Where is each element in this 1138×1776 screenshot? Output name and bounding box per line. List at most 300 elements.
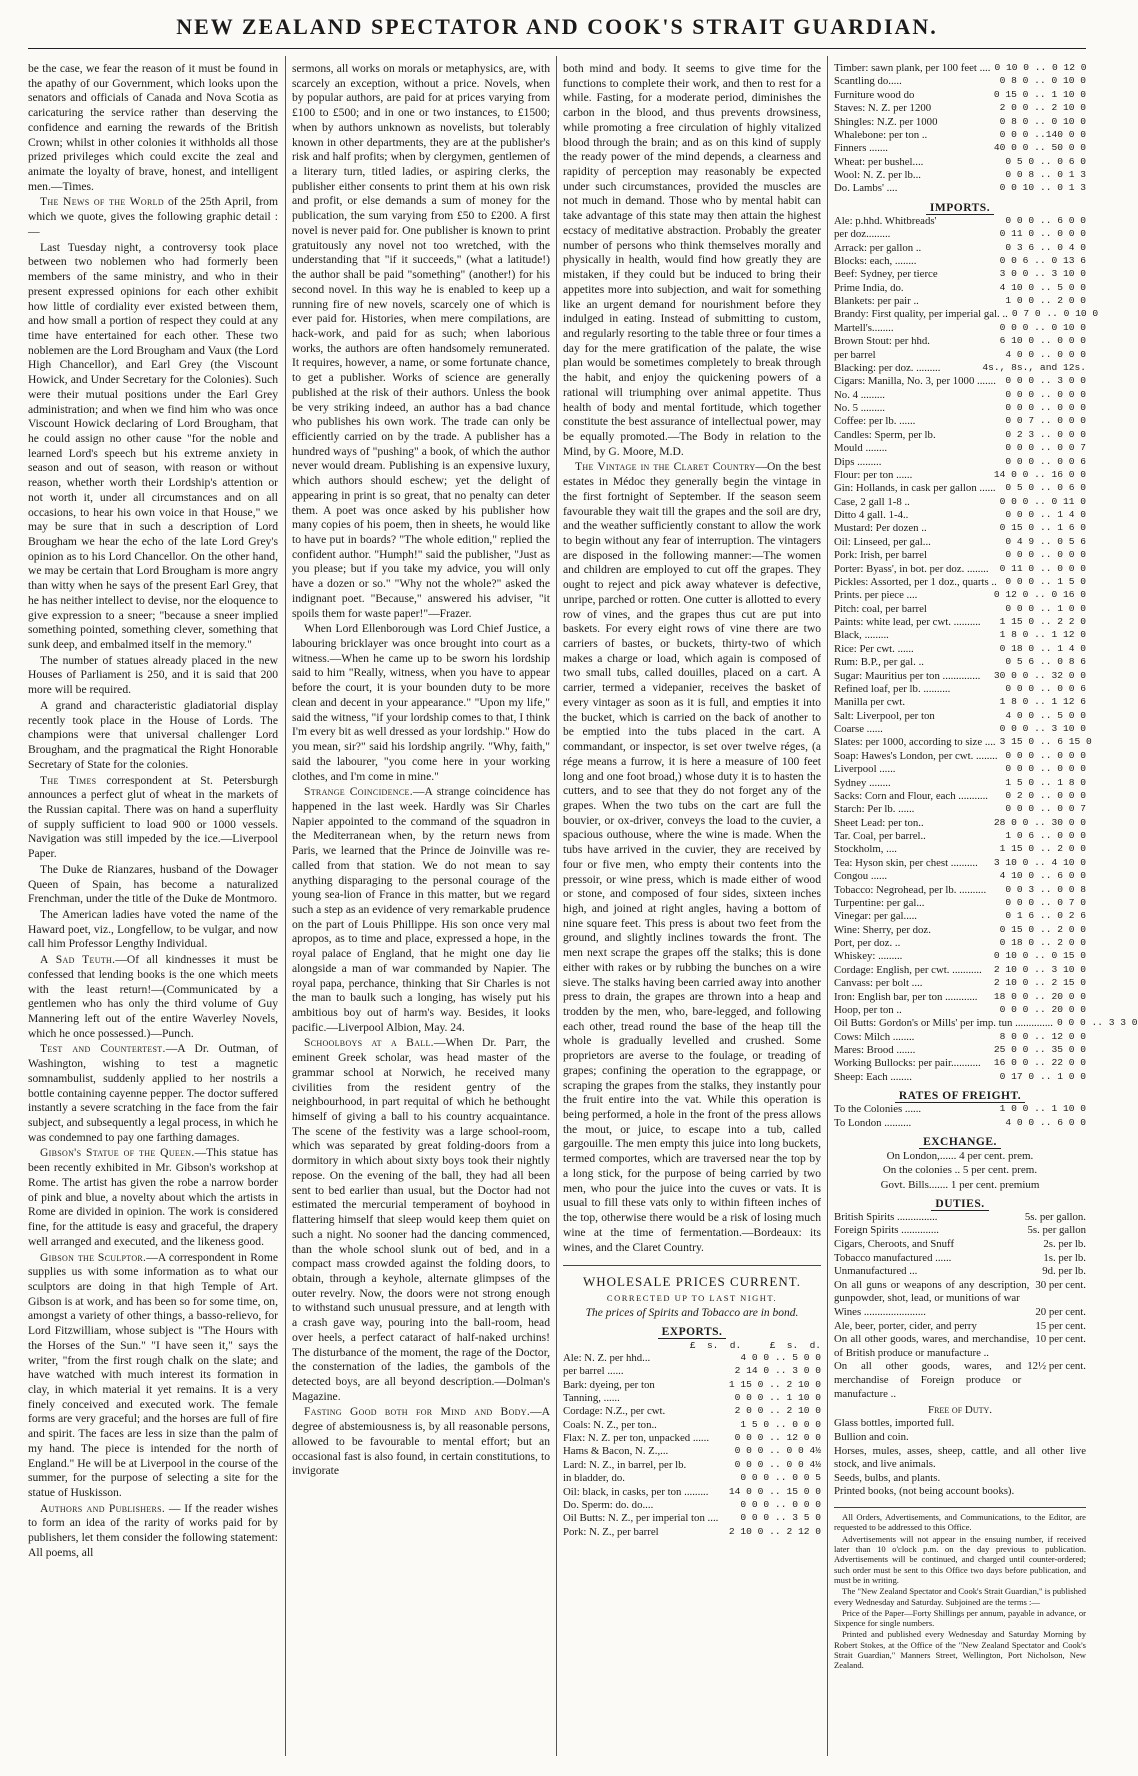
price-item: Tar. Coal, per barrel.. — [834, 830, 926, 843]
price-value: 3 15 0 .. 6 15 0 — [999, 736, 1092, 748]
price-value: 6 10 0 .. 0 0 0 — [999, 335, 1086, 347]
duty-rate: 1s. per lb. — [1043, 1251, 1086, 1264]
price-item: Brown Stout: per hhd. — [834, 335, 930, 348]
price-value: 2 10 0 .. 2 12 0 — [728, 1525, 821, 1537]
price-row — [834, 897, 1086, 910]
article-text: be the case, we fear the reason of it must be found in the apathy of our Government, which looks upon the senators and officials of Canada and Nova Scotia as caricaturing the service rather than deserving the confidence and earning the rewards of the British Crown; whilst in other colonies it withholds all those prized privileges which could excite the zeal and animate the loyalty of brave, honest, and intelligent men.—Times. — [28, 62, 278, 193]
article-text: The number of statues already placed in the new Houses of Parliament is 250, and it is said that 200 more will be required. — [28, 653, 278, 697]
price-item: Blacking: per doz. ......... — [834, 361, 941, 374]
column-2 — [292, 62, 550, 1752]
price-item: Flour: per ton ...... — [834, 468, 913, 481]
price-value: 0 0 0 .. 1 4 0 — [1005, 509, 1086, 521]
price-value: 0 0 0 .. 0 0 4½ — [734, 1458, 821, 1470]
price-row — [834, 509, 1086, 522]
price-row — [834, 1031, 1086, 1044]
price-value: 0 18 0 .. 1 4 0 — [999, 642, 1086, 654]
price-item: Lard: N. Z., in barrel, per lb. — [563, 1458, 687, 1471]
article-text: The Duke de Rianzares, husband of the Dowager Queen of Spain, has become a naturalized Frenchman, under the title of the Duke de Montmoro. — [28, 862, 278, 906]
price-row — [834, 456, 1086, 469]
price-value: 16 0 0 .. 22 0 0 — [993, 1057, 1086, 1069]
price-value: 0 0 0 .. 3 5 0 — [740, 1512, 821, 1524]
article-text: of the 25th April, from which we quote, gives the following graphic detail :— — [28, 195, 278, 238]
price-value: 1 0 0 .. 2 0 0 — [1005, 295, 1086, 307]
price-item: Rice: Per cwt. ...... — [834, 642, 914, 655]
price-value: 1 15 0 .. 2 0 0 — [999, 843, 1086, 855]
duty-item: Cigars, Cheroots, and Snuff — [834, 1238, 955, 1251]
price-item: Flax: N. Z. per ton, unpacked ...... — [563, 1432, 710, 1444]
price-value: 40 0 0 .. 50 0 0 — [993, 142, 1086, 154]
price-row — [834, 696, 1086, 709]
price-value: 0 0 10 .. 0 1 3 — [999, 182, 1086, 194]
price-row — [834, 169, 1086, 182]
price-item: Oil: black, in casks, per ton ......... — [563, 1485, 709, 1498]
price-item: Oil: Linseed, per gal... — [834, 535, 931, 548]
article-text: —A correspondent in Rome supplies us with some information as to what our sculptors are doing in that high Temple of Art. Gibson is at work, and has been so for some time, on, amongst a variety of other things, a basso-relievo, for Lord Fitzwilliam, whose subject is "The Hours with the Horses of the Sun." "I have seen it," says the writer, "from the first rough chalk on the slate; and have watched with much interest its formation in clay, in which material it yet remains. It is a very finely conceived and executed work. The female forms are very graceful; and the horses are full of fire and spirit. The faces are less in size than the palm of my hand. The piece is intended for the north of England." He will be at Liverpool in the course of the summer, for the purpose of selecting a site for the statue of Huskisson. — [28, 1250, 278, 1499]
price-value: 25 0 0 .. 35 0 0 — [993, 1044, 1086, 1056]
price-item: Blocks: each, ........ — [834, 254, 917, 267]
price-value: 0 8 0 .. 0 10 0 — [999, 75, 1086, 87]
price-item: Paints: white lead, per cwt. .......... — [834, 616, 981, 629]
duty-row — [834, 1360, 1086, 1401]
price-item: Tea: Hyson skin, per chest .......... — [834, 856, 978, 869]
price-value: 0 11 0 .. 0 0 0 — [999, 228, 1086, 240]
article-headline: Authors and Publishers. — [40, 1501, 166, 1515]
price-item: per barrel ...... — [563, 1365, 624, 1378]
article-paragraph — [28, 1146, 278, 1249]
price-value: 0 0 0 .. 1 10 0 — [734, 1391, 821, 1403]
exports-list — [563, 1352, 821, 1539]
price-item: Do. Lambs' .... — [834, 182, 898, 195]
article-paragraph — [292, 785, 550, 1035]
notice-paragraph: The "New Zealand Spectator and Cook's Strait Guardian," is published every Wednesday and Saturday. Subjoined are the terms :— — [834, 1586, 1086, 1607]
price-row — [834, 482, 1086, 495]
price-item: No. 5 ......... — [834, 402, 885, 415]
price-value: 0 12 0 .. 0 16 0 — [993, 589, 1086, 601]
price-item: To the Colonies ...... — [834, 1103, 922, 1116]
price-row — [834, 268, 1086, 281]
duty-item: On all other goods, wares, and merchandise, of British produce or manufacture .. — [834, 1333, 1030, 1359]
duty-row — [834, 1279, 1086, 1306]
price-item: Congou ...... — [834, 870, 888, 883]
price-row — [563, 1512, 821, 1525]
price-value: 0 0 7 .. 0 0 0 — [1005, 415, 1086, 427]
price-row — [834, 964, 1086, 977]
price-item: Hoop, per ton .. — [834, 1003, 902, 1016]
article-text: —A degree of abstemiousness is, by all reasonable persons, allowed to be favourable to mental effort; but an occasional fast is also found, in certain constitutions, to invigorate — [292, 1405, 550, 1478]
price-item: Do. Sperm: do. do.... — [563, 1498, 654, 1511]
price-row — [834, 142, 1086, 155]
price-value: 0 0 0 .. 0 0 0 — [1005, 749, 1086, 761]
column-rule — [285, 56, 286, 1756]
price-item: Blankets: per pair .. — [834, 295, 919, 308]
price-row — [834, 75, 1086, 88]
article-paragraph — [563, 62, 821, 459]
article-text: The American ladies have voted the name of the Haward poet, viz., Longfellow, to be vulgar, and now call him Professor Lengthy Individual. — [28, 907, 278, 951]
duty-row — [834, 1320, 1086, 1334]
free-item: Bullion and coin. — [834, 1431, 909, 1444]
price-row — [834, 522, 1086, 535]
price-value: 14 0 0 .. 16 0 0 — [993, 468, 1086, 480]
article-paragraph — [28, 908, 278, 952]
prices-note: The prices of Spirits and Tobacco are in bond. — [585, 1306, 799, 1319]
price-row — [834, 803, 1086, 816]
price-value: 0 0 0 .. 0 0 0 — [1005, 763, 1086, 775]
price-item: Turpentine: per gal... — [834, 896, 925, 909]
price-item: Slates: per 1000, according to size .... — [834, 736, 996, 749]
price-row — [834, 616, 1086, 629]
timber-prices — [834, 62, 1086, 196]
price-item: Sheep: Each ........ — [834, 1070, 912, 1083]
price-row — [834, 1103, 1086, 1116]
price-row — [834, 643, 1086, 656]
price-row — [834, 683, 1086, 696]
free-item: Seeds, bulbs, and plants. — [834, 1471, 941, 1484]
article-headline: The News of the World — [40, 195, 164, 209]
price-row — [563, 1352, 821, 1365]
article-paragraph — [292, 1405, 550, 1479]
price-row — [834, 182, 1086, 195]
price-item: Oil Butts: N. Z., per imperial ton .... — [563, 1512, 719, 1525]
price-item: Timber: sawn plank, per 100 feet .... — [834, 62, 991, 74]
article-headline: A Sad Teuth. — [40, 953, 116, 967]
price-row — [834, 102, 1086, 115]
price-row — [834, 349, 1086, 362]
price-item: Whiskey: ......... — [834, 950, 903, 963]
price-item: To London .......... — [834, 1116, 912, 1129]
price-row — [563, 1499, 821, 1512]
price-item: Soap: Hawes's London, per cwt. ........ — [834, 749, 998, 762]
price-row — [834, 1117, 1086, 1130]
price-value: 0 17 0 .. 1 0 0 — [999, 1070, 1086, 1082]
price-value: 0 0 0 .. 0 0 7 — [1005, 442, 1086, 454]
price-item: Brandy: First quality, per imperial gal. .. — [834, 308, 1008, 321]
price-value: 28 0 0 .. 30 0 0 — [993, 816, 1086, 828]
duty-item: On all other goods, wares, and merchandise of Foreign produce or manufacture .. — [834, 1360, 1022, 1400]
price-row — [563, 1459, 821, 1472]
price-item: No. 4 ......... — [834, 388, 885, 401]
price-row — [834, 469, 1086, 482]
price-item: Pork: N. Z., per barrel — [563, 1525, 659, 1538]
price-item: Rum: B.P., per gal. .. — [834, 656, 924, 669]
price-item: Bark: dyeing, per ton — [563, 1378, 655, 1391]
price-item: Furniture wood do — [834, 88, 915, 101]
price-row — [834, 950, 1086, 963]
price-item: Manilla per cwt. — [834, 696, 906, 709]
price-value: 0 0 0 .. 0 0 0 — [1005, 388, 1086, 400]
price-item: Candles: Sperm, per lb. — [834, 428, 936, 441]
price-item: Shingles: N.Z. per 1000 — [834, 115, 938, 128]
price-item: Starch: Per lb. ...... — [834, 803, 915, 816]
price-value: 0 0 3 .. 0 0 8 — [1005, 883, 1086, 895]
price-row — [834, 589, 1086, 602]
notice-paragraph: Printed and published every Wednesday and Saturday Morning by Robert Stokes, at the Office of the "New Zealand Spectator and Cook's Strait Guardian," Manners Street, Wellington, Port Nicholson, New Zealand. — [834, 1629, 1086, 1671]
price-row — [834, 924, 1086, 937]
price-value: 0 0 0 .. 0 0 7 — [1005, 803, 1086, 815]
price-value: 0 11 0 .. 0 0 0 — [999, 562, 1086, 574]
duty-rate: 2s. per lb. — [1043, 1238, 1086, 1251]
article-paragraph — [28, 699, 278, 773]
price-row — [834, 62, 1086, 75]
price-value: 0 0 0 .. 3 3 0 — [1056, 1017, 1138, 1029]
price-row — [834, 442, 1086, 455]
price-item: Gin: Hollands, in cask per gallon ...... — [834, 482, 996, 495]
article-text: both mind and body. It seems to give time for the functions to complete their work, and then to rest for a while. Fasting, for a moderate period, diminishes the carbon in the blood, and thus prevents drowsiness, while promoting a free circulation of highly vitalized blood through the brain; and as on this kind of supply the ready power of the mind depends, a clearness and rapidity of perception may reasonably be expected under such circumstances, provided the muscles are not much in demand. Those who by mental habit can take advantage of this state may then attain the highest ecstacy of meditative abstraction. Probably the greater number of persons who think themselves morally and physically in health, would find how greatly they are mistaken, if they could but be induced to bring their appetites more into subjection, and wait for something like an urgent demand for nourishment before they indulged in eating. Instead of submitting to custom, and regularly resorting to the table three or four times a day for the mere gratification of the palate, the wise plan would be sometimes completely to break through the habit, and enjoy the quickening powers of a rational will triumphing over animal appetite. Thus health of body and mental fortitude, which together constitute the best assurance of intellectual power, may be equally promoted.—The Body in relation to the Mind, by G. Moore, M.D. — [563, 62, 821, 458]
duty-rate: 30 per cent. — [1035, 1278, 1086, 1291]
price-row — [834, 536, 1086, 549]
price-value: 4 0 0 .. 0 0 0 — [1005, 348, 1086, 360]
price-value: 0 15 0 .. 2 0 0 — [999, 923, 1086, 935]
prices-subtitle: CORRECTED UP TO LAST NIGHT. — [606, 1292, 778, 1303]
price-item: Coffee: per lb. ...... — [834, 415, 916, 428]
prices-title: WHOLESALE PRICES CURRENT. — [583, 1274, 801, 1290]
price-value: 4 0 0 .. 6 0 0 — [1005, 1116, 1086, 1128]
notice-paragraph: All Orders, Advertisements, and Communications, to the Editor, are requested to be addressed to this Office. — [834, 1512, 1086, 1533]
currency-units: £ s. d. £ s. d. — [689, 1339, 821, 1351]
price-item: Oil Butts: Gordon's or Mills' per imp. tun .............. — [834, 1017, 1053, 1030]
price-value: 0 5 6 .. 0 8 6 — [1005, 656, 1086, 668]
price-row — [834, 549, 1086, 562]
article-paragraph — [28, 1502, 278, 1561]
notice-paragraph: Advertisements will not appear in the ensuing number, if received later than 10 o'clock p.m. on the day previous to publication. Advertisements will be continued, and charged until counter-ordered; such order must be sent to this Office two days before publication, and must be in writing. — [834, 1533, 1086, 1585]
price-item: Arrack: per gallon .. — [834, 241, 922, 254]
column-rule — [827, 56, 828, 1756]
article-text: —On the best estates in Médoc they generally begin the vintage in the first fortnight of September. If the season seem favourable they wait till the grapes and the soil are dry, and the weather sufficiently constant to allow the work to begin without any fear of interruption. The vintagers are disposed in the following manner:—The women and children are employed to cut off the grapes. They ought to reject and pick away whatever is defective, unripe, parched or rotten. One cutter is allotted to every row of vines, and the grapes thus cut are put into baskets. For every eight rows of vine there are two carriers of bastes, or buckets, thirty-two of which makes a charge or load, which again is composed of two small tubs, called douilles, placed on a cart. A carrier, termed a videpanier, receives the basket of every vintager as soon as it is full, and empties it into the bucket, which is carried on the back of another to be emptied into the tubs placed in the cart. A commandant, or inspector, is set over twelve réges, (a rége means a furrow, it is here a measure of 100 feet long and one foot broad,) whose duty it is to hasten the cutters, and to see that they do not forget any of the grapes. When the two tubs on the cart are full the bouvier, or ox-driver, conveys the load to the cuvier, a spacious outhouse, where the wine is made. When the tubs have arrived in the cuvier, they are received by four or five men, who empty their contents into the pressoir, or wine press, which is made either of wood or stone, and composed of four sides, sixteen inches high, and joined at right angles, having a bottom of nine square feet. This press is about two feet from the ground, and slightly inclines towards the front. The men next scrape the grapes off the stalks; this is done either with rakes or by rubbing the bunches on a wire sieve. The stalks having been carried away into another press to drain, the grapes are thrown into a heap and trodden by the men, who, bare-legged, and following each other, tread round the base of the heap till the whole is gradually levelled and crushed. Some proprietors are averse to the foulage, or treading of grapes; confining the operation to the egrappage, or scraping the grapes from the stalks, they instantly pour the fruit entire into the vat. While this operation is being performed, a hole in the front of the press allows the mout, or juice, to escape into a tub, called gargouille. The men empty this juice into long buckets, termed comportes, which are traversed near the top by a long stick, for the purpose of being carried by two men, who pour the juice into the cuves or vats. It is usual to fill these vats only to within fifteen inches of the top, otherwise there would be a risk of losing much wine at the time of fermentation.—Bordeaux: its wines, and the Claret Country. — [563, 460, 821, 1254]
price-value: 1 5 0 .. 0 0 0 — [740, 1418, 821, 1430]
price-row — [834, 736, 1092, 749]
exchange-rate: On London,...... 4 per cent. prem. — [886, 1149, 1034, 1162]
duty-item: British Spirits ............... — [834, 1210, 938, 1223]
price-row — [834, 242, 1086, 255]
price-item: in bladder, do. — [563, 1472, 625, 1485]
price-row — [834, 215, 1086, 228]
duty-item: Wines ....................... — [834, 1305, 926, 1318]
price-row — [834, 402, 1086, 415]
article-paragraph — [292, 622, 550, 784]
article-paragraph — [28, 195, 278, 239]
price-value: 1 0 6 .. 0 0 0 — [1005, 830, 1086, 842]
price-item: Stockholm, .... — [834, 843, 897, 856]
price-value: 14 0 0 .. 15 0 0 — [728, 1485, 821, 1497]
price-value: 0 0 0 .. 1 0 0 — [1005, 602, 1086, 614]
price-row — [834, 228, 1086, 241]
price-item: Finners ....... — [834, 142, 888, 155]
price-row — [834, 89, 1086, 102]
article-headline: Fasting Good both for Mind and Body. — [304, 1405, 531, 1419]
price-value: 0 0 0 .. 0 0 4½ — [734, 1445, 821, 1457]
price-row — [834, 763, 1086, 776]
price-item: Sacks: Corn and Flour, each ........... — [834, 789, 988, 802]
price-row — [834, 977, 1086, 990]
column-rule — [556, 56, 557, 1756]
article-headline: The Times — [40, 773, 97, 787]
price-row — [563, 1419, 821, 1432]
price-row — [834, 603, 1086, 616]
price-value: 2 14 0 .. 3 0 0 — [734, 1365, 821, 1377]
price-value: 18 0 0 .. 20 0 0 — [993, 990, 1086, 1002]
article-text: —A Dr. Outman, of Washington, wishing to test a magnetic somnambulist, suddenly applied to her nostrils a bottle containing cayenne pepper. The doctor suffered instantly a severe scratching in the face from the fair subject, and subsequently a legal process, in which he was condemned to pay one farthing damages. — [28, 1042, 279, 1144]
duty-row — [834, 1238, 1086, 1252]
price-row — [834, 991, 1086, 1004]
price-value: 0 0 0 .. 6 0 0 — [1005, 214, 1086, 226]
price-row — [834, 790, 1086, 803]
article-text: — If the reader wishes to form an idea of the rarity of works paid for by publishers, let them consider the following statement: All poems, all — [28, 1501, 278, 1559]
price-item: Sydney ........ — [834, 776, 891, 789]
price-value: 0 0 0 .. 0 0 0 — [1005, 549, 1086, 561]
imports-heading: IMPORTS. — [834, 201, 1086, 215]
publisher-notice — [834, 1507, 1086, 1671]
masthead-rule — [28, 48, 1086, 49]
price-row — [834, 308, 1099, 321]
price-row — [834, 295, 1086, 308]
price-value: 0 5 0 .. 0 6 0 — [1005, 482, 1086, 494]
notice-paragraph: Price of the Paper—Forty Shillings per annum, payable in advance, or Sixpence for single numbers. — [834, 1607, 1086, 1629]
price-value: 3 10 0 .. 4 10 0 — [993, 856, 1086, 868]
price-value: 0 15 0 .. 1 6 0 — [999, 522, 1086, 534]
exchange-rate: On the colonies .. 5 per cent. prem. — [882, 1164, 1038, 1177]
price-value: 0 0 0 .. 0 7 0 — [1005, 896, 1086, 908]
price-row — [563, 1365, 821, 1378]
price-value: 0 2 0 .. 0 0 0 — [1005, 789, 1086, 801]
price-row — [834, 817, 1086, 830]
price-item: Salt: Liverpool, per ton — [834, 709, 935, 722]
price-row — [563, 1526, 821, 1539]
price-item: Cordage: N.Z., per cwt. — [563, 1405, 666, 1418]
price-item: Coarse ...... — [834, 723, 883, 736]
price-value: 0 0 0 .. 0 0 0 — [740, 1498, 821, 1510]
price-item: Wine: Sherry, per doz. — [834, 923, 931, 936]
price-item: Martell's........ — [834, 321, 894, 334]
duty-row — [834, 1306, 1086, 1320]
price-value: 2 10 0 .. 2 15 0 — [993, 977, 1086, 989]
article-paragraph — [28, 62, 278, 194]
price-item: Pitch: coal, per barrel — [834, 602, 927, 615]
duties-heading: DUTIES. — [834, 1197, 1086, 1211]
price-item: Iron: English bar, per ton ............ — [834, 990, 978, 1003]
article-paragraph — [28, 654, 278, 698]
article-paragraph — [292, 62, 550, 621]
duty-rate: 5s. per gallon — [1027, 1224, 1086, 1237]
price-row — [834, 1004, 1086, 1017]
price-item: per barrel — [834, 348, 876, 361]
price-value: 0 0 8 .. 0 1 3 — [1005, 169, 1086, 180]
price-item: Mustard: Per dozen .. — [834, 522, 927, 535]
article-text: —When Dr. Parr, the eminent Greek scholar, was head master of the grammar school at Norwich, he received many civilities from the resident gentry of the neighbourhood, in part requital of which he bethought himself of giving a ball to his country acquaintance. The scene of the festivity was a large school-room, which was separated by great folding-doors from a dormitory in which about sixty boys took their nightly repose. On the evening of the ball, they had all been sent to bed earlier than usual, but the Doctor had not estimated the mercurial temperament of boyhood in flattering himself that sleep would keep them quiet on such a night. No sooner had the dancing commenced, than the whole school slunk out of bed, and in a compact mass crowded against the folding doors, to obtain, through a keyhole, alternate glimpses of the outer revelry. Now, the doors were not strong enough to withstand such unusual pressure, and at length with a crash gave way, pouring into the ball-room, head over heels, a perfect cataract of half-naked urchins! The disturbance of the moment, the rage of the Doctor, the consternation of the ladies, the gambols of the detected boys, are all beyond description.—Dolman's Magazine. — [292, 1036, 550, 1403]
price-value: 0 0 6 .. 0 13 6 — [999, 254, 1086, 266]
price-row — [834, 156, 1086, 169]
price-item: Liverpool ...... — [834, 763, 896, 776]
price-value: 30 0 0 .. 32 0 0 — [993, 669, 1086, 681]
price-item: Pickles: Assorted, per 1 doz., quarts .. — [834, 575, 997, 588]
free-item: Horses, mules, asses, sheep, cattle, and all other live stock, and live animals. — [834, 1444, 1086, 1471]
duty-rate: 10 per cent. — [1035, 1333, 1086, 1346]
price-item: Canvass: per bolt .... — [834, 977, 923, 990]
price-value: 4 0 0 .. 5 0 0 — [740, 1351, 821, 1363]
exchange-heading: EXCHANGE. — [834, 1135, 1086, 1149]
price-row — [834, 629, 1086, 642]
price-row — [563, 1445, 821, 1458]
article-text: When Lord Ellenborough was Lord Chief Justice, a labouring bricklayer was once brought into court as a witness.—When he came up to be sworn his lordship said to him "Really, witness, when you have to appear before the court, it is your bounden duty to be more clean and decent in your appearance." "Upon my life," said the witness, "if your lordship comes to that, I think I'm every bit as well dressed as your lordship." How do you mean, sir?" said his lordship angrily. "Why, faith," said the labourer, "you come here in your working clothes, and I'm come in mine." — [292, 622, 550, 783]
duties-list — [834, 1211, 1086, 1401]
price-row — [563, 1432, 821, 1445]
price-value: 4 10 0 .. 6 0 0 — [999, 870, 1086, 882]
price-item: Cows: Milch ........ — [834, 1030, 915, 1043]
price-value: 3 0 0 .. 3 10 0 — [999, 268, 1086, 280]
price-row — [834, 750, 1086, 763]
price-item: Beef: Sydney, per tierce — [834, 268, 938, 281]
price-item: Prime India, do. — [834, 281, 904, 294]
duty-item: Tobacco manufactured ...... — [834, 1251, 952, 1264]
price-item: Case, 2 gall 1-8 .. — [834, 495, 910, 508]
price-item: Dips ......... — [834, 455, 882, 468]
price-row — [834, 415, 1086, 428]
duty-item: Foreign Spirits .............. — [834, 1224, 939, 1237]
duty-rate: 5s. per gallon. — [1024, 1210, 1086, 1223]
price-item: Ale: N. Z. per hhd... — [563, 1351, 651, 1364]
article-paragraph — [28, 241, 278, 653]
price-row — [834, 777, 1086, 790]
price-item: Hams & Bacon, N. Z.,... — [563, 1445, 669, 1458]
price-item: Wheat: per bushel.... — [834, 155, 924, 168]
price-value: 0 0 0 .. 0 11 0 — [999, 495, 1086, 507]
price-value: 0 10 0 .. 0 12 0 — [994, 62, 1087, 73]
price-item: Cigars: Manilla, No. 3, per 1000 ....... — [834, 375, 996, 388]
duty-item: On all guns or weapons of any description, gunpowder, shot, lead, or munitions of war — [834, 1278, 1030, 1305]
duty-row — [834, 1211, 1086, 1225]
article-paragraph — [28, 953, 278, 1041]
price-item: Ditto 4 gall. 1-4.. — [834, 509, 909, 522]
duty-item: Ale, beer, porter, cider, and perry — [834, 1319, 977, 1332]
price-value: 2 0 0 .. 2 10 0 — [999, 102, 1086, 114]
freight-heading: RATES OF FREIGHT. — [834, 1089, 1086, 1103]
duty-row — [834, 1224, 1086, 1238]
price-value: 1 8 0 .. 1 12 6 — [999, 696, 1086, 708]
free-list — [834, 1417, 1086, 1499]
article-paragraph — [28, 1042, 278, 1145]
duty-rate: 20 per cent. — [1035, 1305, 1086, 1318]
price-value: 0 0 0 .. 0 0 5 — [740, 1472, 821, 1484]
price-row — [834, 563, 1086, 576]
price-row — [834, 116, 1086, 129]
free-item: Printed books, (not being account books). — [834, 1485, 1015, 1498]
price-value: 4 0 0 .. 5 0 0 — [1005, 709, 1086, 721]
price-row — [834, 282, 1086, 295]
imports-list — [834, 214, 1138, 1084]
price-row — [563, 1486, 821, 1499]
price-item: Coals: N. Z., per ton.. — [563, 1418, 657, 1431]
free-item: Glass bottles, imported full. — [834, 1417, 955, 1430]
price-row — [563, 1472, 821, 1485]
article-headline: Gibson's Statue of the Queen. — [40, 1146, 195, 1160]
price-row — [834, 656, 1086, 669]
price-row — [834, 870, 1086, 883]
price-item: Refined loaf, per lb. .......... — [834, 682, 951, 695]
price-item: per doz......... — [834, 228, 891, 241]
article-text: —A strange coincidence has happened in the last week. Hardly was Sir Charles Napier appointed to the command of the squadron in the Mediterranean when, by the return news from Paris, we learned that the Prince de Joinville was re-called from that station. We do not mean to say anything disparaging to the personal courage of the young sea-lion of France in this matter, but we regard such a step as an evidence of very remarkable prudence on the part of Louis Phillippe. His son once very mal apropos, as to time and place, expressed a hope, in the royal palace of England, that he might one day lie alongside a man of war commanded by Napier. The royal papa, perchance, thinking that Sir Charles is not the man to baulk such a longing, has wisely put his ambitious boy out of harm's way. Besides, it looks pacific.—Liverpool Albion, May. 24. — [292, 785, 550, 1034]
article-paragraph — [563, 460, 821, 1255]
duty-row — [834, 1252, 1086, 1266]
price-item: Pork: Irish, per barrel — [834, 549, 927, 562]
article-paragraph — [28, 863, 278, 907]
price-item: Scantling do..... — [834, 75, 902, 88]
price-item: Working Bullocks: per pair........... — [834, 1057, 981, 1070]
price-row — [834, 884, 1086, 897]
free-of-duty-heading: Free of Duty. — [927, 1404, 993, 1417]
duty-rate: 9d. per lb. — [1042, 1265, 1086, 1278]
freight-list — [834, 1103, 1086, 1130]
price-row — [834, 362, 1086, 375]
price-row — [834, 857, 1086, 870]
price-value: 1 15 0 .. 2 10 0 — [728, 1378, 821, 1390]
